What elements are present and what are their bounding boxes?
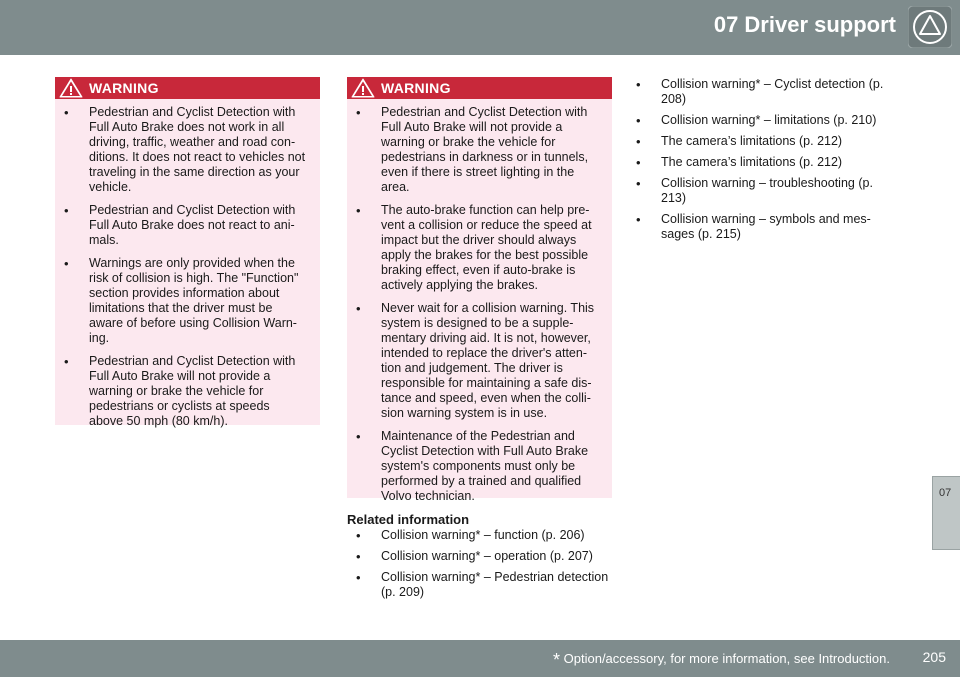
list-item: • Pedestrian and Cyclist Detection with Full Auto Brake will not provide a warning or brake the vehicle for pedestrians in darkness or in tunnels, even if there is street lighting in the area. — [347, 105, 598, 195]
related-link[interactable]: • Collision warning* – operation (p. 207) — [347, 549, 612, 564]
page-footer — [0, 640, 960, 677]
related-list — [347, 528, 612, 600]
list-item: • Pedestrian and Cyclist Detection with Full Auto Brake will not provide a warning or brake the vehicle for pedestrians or cyclists at speeds above 50 mph (80 km/h). — [55, 354, 306, 429]
footnote — [553, 650, 890, 671]
list-item: • The auto-brake function can help pre- vent a collision or reduce the speed at impact but the driver should always apply the brakes for the best possible braking effect, even if auto-brake is actively applying the brakes. — [347, 203, 598, 293]
warning-box-left — [55, 77, 320, 428]
related-link[interactable]: • Collision warning – troubleshooting (p. 213) — [627, 176, 892, 206]
list-item: • Maintenance of the Pedestrian and Cyclist Detection with Full Auto Brake system's components must only be performed by a trained and qualified Volvo technician. — [347, 429, 598, 504]
warning-header — [55, 77, 320, 99]
list-item: • Never wait for a collision warning. This system is designed to be a supple- mentary driving aid. It is not, however, intended to replace the driver's atten- tion and judgement. The driver is responsible for maintaining a safe dis- tance and speed, even when the colli- sion warning system is in use. — [347, 301, 598, 421]
list-item: • Warnings are only provided when the risk of collision is high. The "Function" section provides information about limitations that the driver must be aware of before using Collision Warn- ing. — [55, 256, 306, 346]
warning-header — [347, 77, 612, 99]
related-link[interactable]: • Collision warning – symbols and mes- sages (p. 215) — [627, 212, 892, 242]
related-list — [627, 77, 892, 242]
related-information-heading: Related information — [347, 512, 470, 527]
warning-title: WARNING — [381, 80, 451, 96]
list-item: • Pedestrian and Cyclist Detection with Full Auto Brake does not work in all driving, traffic, weather and road con- ditions. It does not react to vehicles not traveling in the same direction as your vehicle. — [55, 105, 306, 195]
footnote-text: Option/accessory, for more information, see Introduction. — [563, 651, 890, 666]
page-header — [0, 0, 960, 55]
chapter-side-tab — [932, 476, 960, 550]
warning-box-middle — [347, 77, 612, 503]
warning-list — [55, 99, 320, 443]
warning-triangle-icon — [908, 6, 952, 48]
list-item: • Pedestrian and Cyclist Detection with Full Auto Brake does not react to ani- mals. — [55, 203, 306, 248]
related-link[interactable]: • Collision warning* – Pedestrian detection (p. 209) — [347, 570, 612, 600]
warning-icon — [59, 78, 83, 98]
related-link[interactable]: • The camera’s limitations (p. 212) — [627, 134, 892, 149]
related-link[interactable]: • The camera’s limitations (p. 212) — [627, 155, 892, 170]
chapter-number: 07 — [939, 487, 952, 499]
related-link[interactable]: • Collision warning* – Cyclist detection (p. 208) — [627, 77, 892, 107]
footnote-star: * — [553, 650, 561, 670]
chapter-title: 07 Driver support — [713, 12, 896, 37]
related-information-continued — [627, 77, 892, 248]
warning-list — [347, 99, 612, 518]
warning-icon — [351, 78, 375, 98]
page-number: 205 — [922, 649, 946, 665]
related-link[interactable]: • Collision warning* – limitations (p. 210) — [627, 113, 892, 128]
warning-title: WARNING — [89, 80, 159, 96]
related-link[interactable]: • Collision warning* – function (p. 206) — [347, 528, 612, 543]
related-information — [347, 512, 612, 606]
